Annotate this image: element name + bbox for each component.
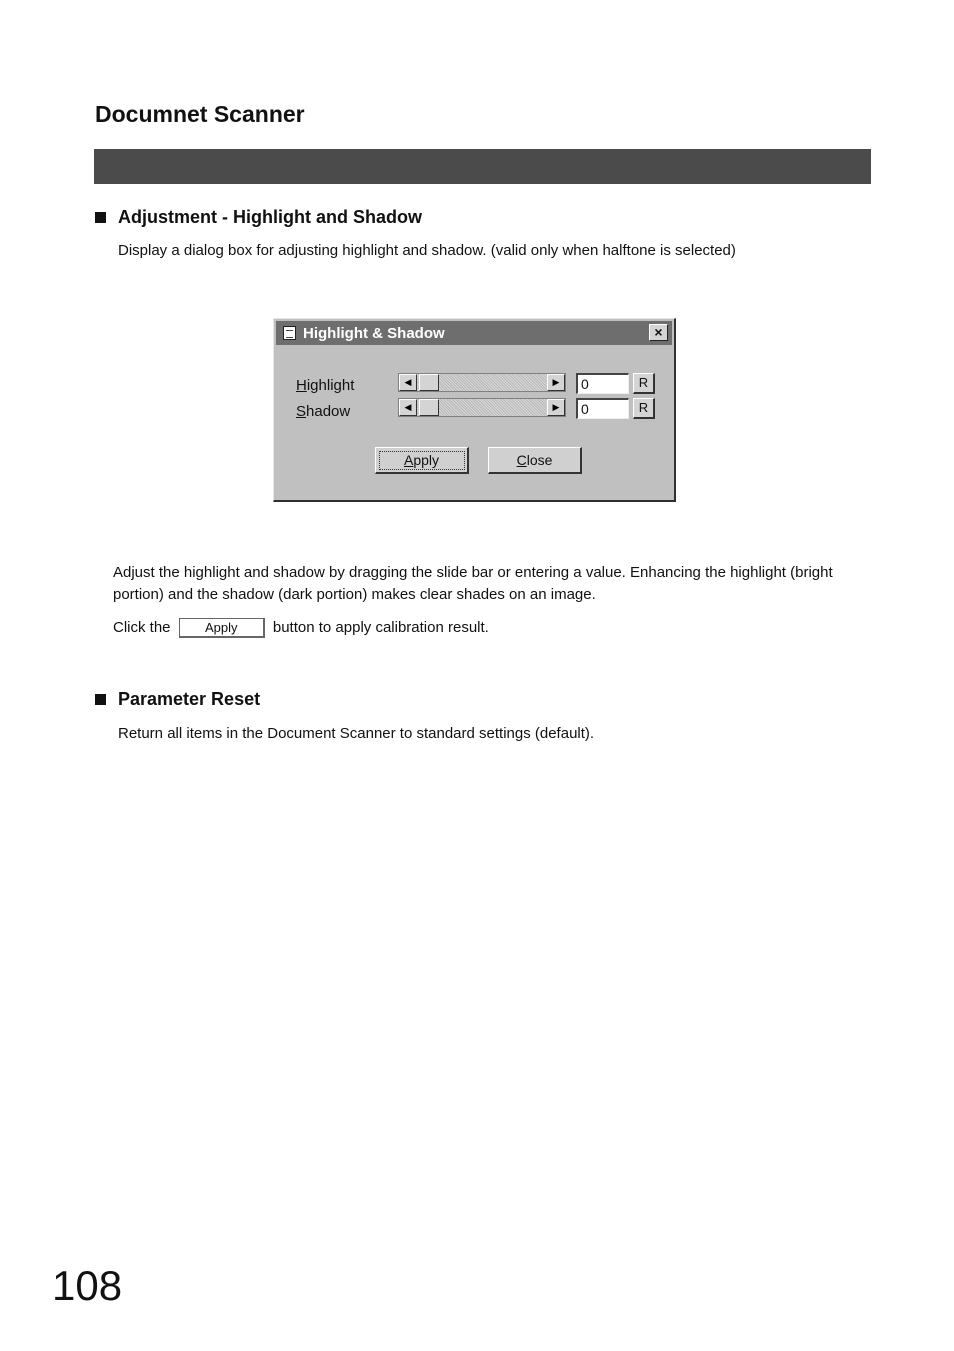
section-heading-text: Adjustment - Highlight and Shadow <box>118 207 422 227</box>
header-band <box>94 149 871 184</box>
close-icon[interactable]: × <box>649 324 668 341</box>
arrow-left-icon[interactable]: ◀ <box>399 374 417 391</box>
arrow-right-icon[interactable]: ▶ <box>547 374 565 391</box>
close-button[interactable]: Close <box>488 447 582 474</box>
section-heading-adjustment <box>95 207 422 228</box>
dialog-title: Highlight & Shadow <box>303 324 445 342</box>
section-heading-reset <box>95 689 260 710</box>
shadow-label: Shadow <box>296 403 351 420</box>
reset-description: Return all items in the Document Scanner to standard settings (default). <box>118 725 595 742</box>
highlight-slider-thumb[interactable] <box>419 374 439 391</box>
shadow-reset-button[interactable]: R <box>633 398 655 419</box>
square-bullet-icon <box>95 212 106 223</box>
apply-button[interactable]: Apply <box>375 447 469 474</box>
highlight-label: Highlight <box>296 377 355 394</box>
highlight-reset-button[interactable]: R <box>633 373 655 394</box>
highlight-shadow-dialog <box>273 318 676 502</box>
shadow-slider[interactable] <box>398 398 566 417</box>
document-icon <box>283 326 296 340</box>
page-number: 108 <box>52 1262 123 1309</box>
square-bullet-icon <box>95 694 106 705</box>
arrow-right-icon[interactable]: ▶ <box>547 399 565 416</box>
adjust-paragraph: Adjust the highlight and shadow by dragging the slide bar or entering a value. Enhancing the highlight (bright portion) and the shadow (dark portion) makes clear shades on an image. <box>113 564 833 603</box>
shadow-value-field[interactable] <box>576 398 629 419</box>
highlight-slider[interactable] <box>398 373 566 392</box>
click-instruction: Click the Apply button to apply calibration result. <box>113 617 489 639</box>
section-heading-text: Parameter Reset <box>118 689 261 709</box>
shadow-slider-thumb[interactable] <box>419 399 439 416</box>
section-description: Display a dialog box for adjusting highlight and shadow. (valid only when halftone is selected) <box>118 242 736 259</box>
inline-apply-button: Apply <box>179 618 265 638</box>
arrow-left-icon[interactable]: ◀ <box>399 399 417 416</box>
dialog-titlebar <box>276 321 672 345</box>
page-title: Documnet Scanner <box>95 101 305 127</box>
highlight-value-field[interactable] <box>576 373 629 394</box>
